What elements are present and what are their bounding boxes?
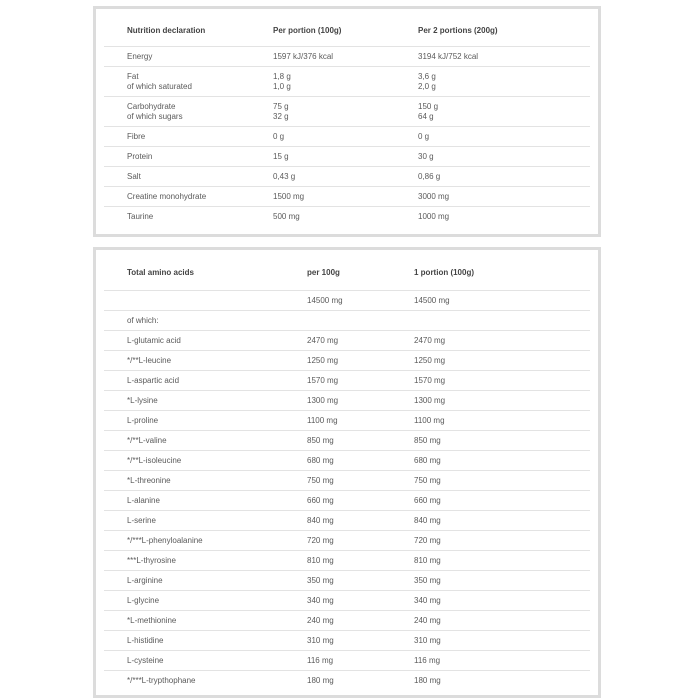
amino-acid-name-cell: */***L-phenyloalanine <box>104 531 284 551</box>
nutrient-name-cell <box>104 207 250 227</box>
per-2-portions-cell <box>395 167 590 187</box>
per-100g-cell: 810 mg <box>284 551 391 571</box>
per-100g-cell <box>284 311 391 331</box>
per-2-portions-cell <box>395 127 590 147</box>
cell-text: Fibre <box>127 131 146 141</box>
cell-text: 1,0 g <box>273 81 291 91</box>
per-100g-cell: 720 mg <box>284 531 391 551</box>
table-row <box>104 97 590 127</box>
table-row <box>104 451 590 471</box>
table-row <box>104 391 590 411</box>
per-100g-cell: 350 mg <box>284 571 391 591</box>
per-100g-cell: 1300 mg <box>284 391 391 411</box>
table-row <box>104 311 590 331</box>
per-100g-cell: 850 mg <box>284 431 391 451</box>
per-portion-cell: 240 mg <box>391 611 590 631</box>
amino-acids-table <box>104 256 590 690</box>
per-portion-cell: 14500 mg <box>391 291 590 311</box>
amino-acid-name-cell: L-alanine <box>104 491 284 511</box>
table-row <box>104 531 590 551</box>
per-100g-cell: 750 mg <box>284 471 391 491</box>
cell-text: 1000 mg <box>418 211 450 221</box>
table-row <box>104 351 590 371</box>
per-2-portions-cell <box>395 187 590 207</box>
per-portion-cell: 116 mg <box>391 651 590 671</box>
amino-acid-name-cell: L-histidine <box>104 631 284 651</box>
nutrient-name-cell <box>104 167 250 187</box>
per-100g-cell: 116 mg <box>284 651 391 671</box>
per-2-portions-cell <box>395 97 590 127</box>
per-100g-cell: 660 mg <box>284 491 391 511</box>
per-portion-cell <box>250 147 395 167</box>
amino-acid-name-cell: *L-methionine <box>104 611 284 631</box>
nutrition-header-row <box>104 15 590 47</box>
cell-text: 0,43 g <box>273 171 296 181</box>
per-100g-cell: 680 mg <box>284 451 391 471</box>
amino-acid-name-cell: */***L-trypthophane <box>127 675 196 685</box>
table-row <box>104 651 590 671</box>
per-portion-cell: 810 mg <box>391 551 590 571</box>
per-100g-cell: 240 mg <box>284 611 391 631</box>
per-portion-cell <box>250 167 395 187</box>
per-portion-cell: 840 mg <box>391 511 590 531</box>
amino-acid-name-cell: L-serine <box>104 511 284 531</box>
table-row <box>104 551 590 571</box>
column-header-per-100g: per 100g <box>284 256 391 291</box>
table-row <box>104 471 590 491</box>
column-header-amino-acid: Total amino acids <box>104 256 284 291</box>
cell-text: of which sugars <box>127 111 183 121</box>
cell-text: 0 g <box>273 131 285 141</box>
cell-text: Carbohydrate <box>127 101 176 111</box>
amino-acid-name-cell: L-glycine <box>104 591 284 611</box>
per-100g-cell: 1570 mg <box>284 371 391 391</box>
per-portion-cell <box>250 187 395 207</box>
per-portion-cell <box>250 127 395 147</box>
per-2-portions-cell <box>395 147 590 167</box>
cell-text: 30 g <box>418 151 434 161</box>
table-row <box>104 431 590 451</box>
per-portion-cell: 1570 mg <box>391 371 590 391</box>
cell-text: Energy <box>127 51 153 61</box>
table-row <box>104 147 590 167</box>
table-row <box>104 291 590 311</box>
table-row <box>104 331 590 351</box>
table-row <box>104 67 590 97</box>
table-row <box>104 371 590 391</box>
table-row <box>104 187 590 207</box>
per-portion-cell: 850 mg <box>391 431 590 451</box>
nutrition-declaration-panel <box>93 6 601 237</box>
cell-text: 3,6 g <box>418 71 436 81</box>
nutrient-name-cell <box>104 97 250 127</box>
per-portion-cell <box>250 47 395 67</box>
amino-acid-name-cell: *L-lysine <box>104 391 284 411</box>
per-portion-cell <box>250 207 395 227</box>
per-100g-cell: 310 mg <box>284 631 391 651</box>
cell-text: Fat <box>127 71 139 81</box>
amino-acid-name-cell: L-arginine <box>104 571 284 591</box>
per-portion-cell: 750 mg <box>391 471 590 491</box>
cell-text: 500 mg <box>273 211 300 221</box>
cell-text: 3194 kJ/752 kcal <box>418 51 479 61</box>
column-header-nutrient: Nutrition declaration <box>104 15 250 47</box>
per-portion-cell <box>250 67 395 97</box>
cell-text: 1500 mg <box>273 191 305 201</box>
per-2-portions-cell <box>395 47 590 67</box>
amino-acid-name-cell: L-proline <box>104 411 284 431</box>
cell-text: Taurine <box>127 211 154 221</box>
cell-text: 1597 kJ/376 kcal <box>273 51 334 61</box>
column-header-per-2-portions: Per 2 portions (200g) <box>395 15 590 47</box>
amino-acid-name-cell <box>104 291 284 311</box>
amino-acid-name-cell: *L-threonine <box>104 471 284 491</box>
per-100g-cell: 2470 mg <box>284 331 391 351</box>
per-2-portions-cell <box>395 67 590 97</box>
per-100g-cell: 340 mg <box>284 591 391 611</box>
per-100g-cell: 180 mg <box>307 675 334 685</box>
cell-text: 0 g <box>418 131 430 141</box>
amino-acids-panel <box>93 247 601 698</box>
per-100g-cell: 1100 mg <box>284 411 391 431</box>
per-100g-cell: 1250 mg <box>284 351 391 371</box>
per-2-portions-cell <box>395 207 590 227</box>
nutrient-name-cell <box>104 67 250 97</box>
per-portion-cell: 350 mg <box>391 571 590 591</box>
amino-acid-name-cell: */**L-leucine <box>104 351 284 371</box>
per-portion-cell: 720 mg <box>391 531 590 551</box>
cell-text: 75 g <box>273 101 289 111</box>
table-row <box>104 631 590 651</box>
table-row <box>104 207 590 227</box>
amino-acid-name-cell: L-aspartic acid <box>104 371 284 391</box>
cell-text: 32 g <box>273 111 289 121</box>
amino-acid-name-cell: */**L-valine <box>104 431 284 451</box>
cell-text: 0,86 g <box>418 171 441 181</box>
per-portion-cell: 2470 mg <box>391 331 590 351</box>
per-portion-cell: 1250 mg <box>391 351 590 371</box>
column-header-per-portion: Per portion (100g) <box>250 15 395 47</box>
cell-text: 3000 mg <box>418 191 450 201</box>
amino-acid-name-cell: L-cysteine <box>104 651 284 671</box>
per-portion-cell: 680 mg <box>391 451 590 471</box>
cell-text: Protein <box>127 151 153 161</box>
amino-acid-name-cell: L-glutamic acid <box>104 331 284 351</box>
table-row <box>104 591 590 611</box>
table-row <box>104 611 590 631</box>
amino-acid-name-cell: ***L-thyrosine <box>104 551 284 571</box>
per-100g-cell: 840 mg <box>284 511 391 531</box>
cell-text: Salt <box>127 171 141 181</box>
per-portion-cell: 180 mg <box>414 675 441 685</box>
cell-text: 2,0 g <box>418 81 436 91</box>
table-row <box>104 511 590 531</box>
table-row <box>104 167 590 187</box>
nutrient-name-cell <box>104 147 250 167</box>
column-header-1-portion: 1 portion (100g) <box>391 256 590 291</box>
per-100g-cell: 14500 mg <box>284 291 391 311</box>
nutrient-name-cell <box>104 47 250 67</box>
per-portion-cell <box>391 311 590 331</box>
per-portion-cell: 1300 mg <box>391 391 590 411</box>
nutrient-name-cell <box>104 187 250 207</box>
table-row <box>104 47 590 67</box>
per-portion-cell: 660 mg <box>391 491 590 511</box>
nutrient-name-cell <box>104 127 250 147</box>
table-row <box>104 491 590 511</box>
nutrition-table <box>104 15 590 226</box>
amino-acid-name-cell: of which: <box>104 311 284 331</box>
cell-text: of which saturated <box>127 81 192 91</box>
cell-text: 1,8 g <box>273 71 291 81</box>
table-row <box>104 127 590 147</box>
amino-acid-name-cell: */**L-isoleucine <box>104 451 284 471</box>
per-portion-cell: 1100 mg <box>391 411 590 431</box>
cell-text: Creatine monohydrate <box>127 191 207 201</box>
per-portion-cell <box>250 97 395 127</box>
per-portion-cell: 340 mg <box>391 591 590 611</box>
table-row <box>104 571 590 591</box>
amino-header-row <box>104 256 590 291</box>
per-portion-cell: 310 mg <box>391 631 590 651</box>
cell-text: 64 g <box>418 111 434 121</box>
table-row <box>104 411 590 431</box>
cell-text: 150 g <box>418 101 439 111</box>
cell-text: 15 g <box>273 151 289 161</box>
table-row <box>104 671 590 691</box>
